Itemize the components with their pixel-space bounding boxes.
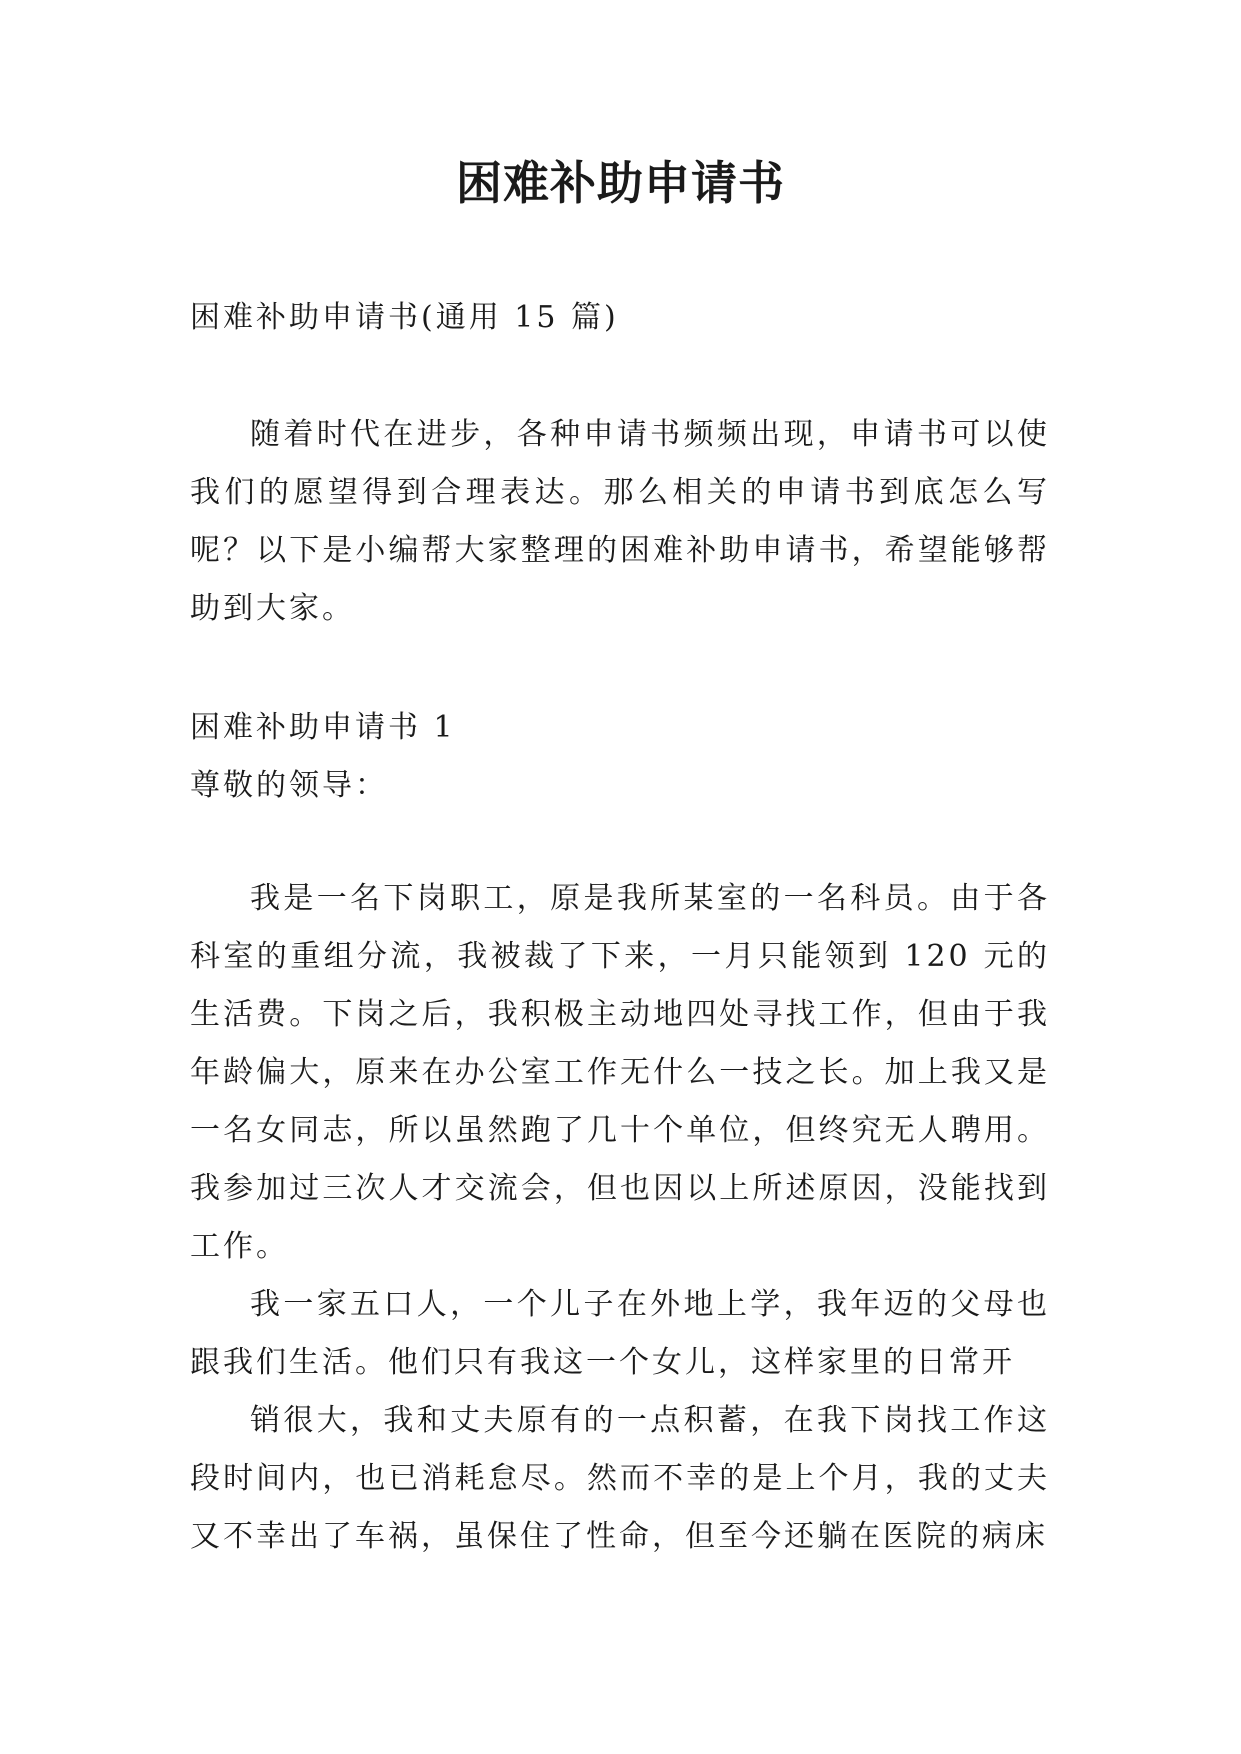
intro-paragraph: [190, 406, 1050, 638]
letter-paragraph: 我一家五口人，一个儿子在外地上学，我年迈的父母也跟我们生活。他们只有我这一个女儿，这样家里的日常开: [190, 1287, 1050, 1380]
section-heading-text: 困难补助申请书 1: [190, 710, 456, 745]
section-heading: [190, 699, 1050, 757]
letter-paragraph: 销很大，我和丈夫原有的一点积蓄，在我下岗找工作这段时间内，也已消耗怠尽。然而不幸的是上个月，我的丈夫又不幸出了车祸，虽保住了性命，但至今还躺在医院的病床: [190, 1403, 1050, 1554]
salutation: [190, 757, 1050, 815]
document-subtitle: [190, 289, 1050, 347]
subtitle-text: 困难补助申请书(通用 15 篇): [190, 300, 619, 335]
intro-text: 随着时代在进步，各种申请书频频出现，申请书可以使我们的愿望得到合理表达。那么相关的申请书到底怎么写呢？以下是小编帮大家整理的困难补助申请书，希望能够帮助到大家。: [190, 417, 1050, 626]
salutation-text: 尊敬的领导：: [190, 768, 388, 803]
letter-paragraph: 我是一名下岗职工，原是我所某室的一名科员。由于各科室的重组分流，我被裁了下来，一月只能领到 120 元的生活费。下岗之后，我积极主动地四处寻找工作，但由于我年龄偏大，原来在办公室工作无什么一技之长。加上我又是一名女同志，所以虽然跑了几十个单位，但终究无人聘用。我参加过三次人才交流会，但也因以上所述原因，没能找到工作。: [190, 881, 1050, 1264]
document-title: 困难补助申请书: [456, 156, 785, 210]
letter-body: [190, 870, 1050, 1566]
